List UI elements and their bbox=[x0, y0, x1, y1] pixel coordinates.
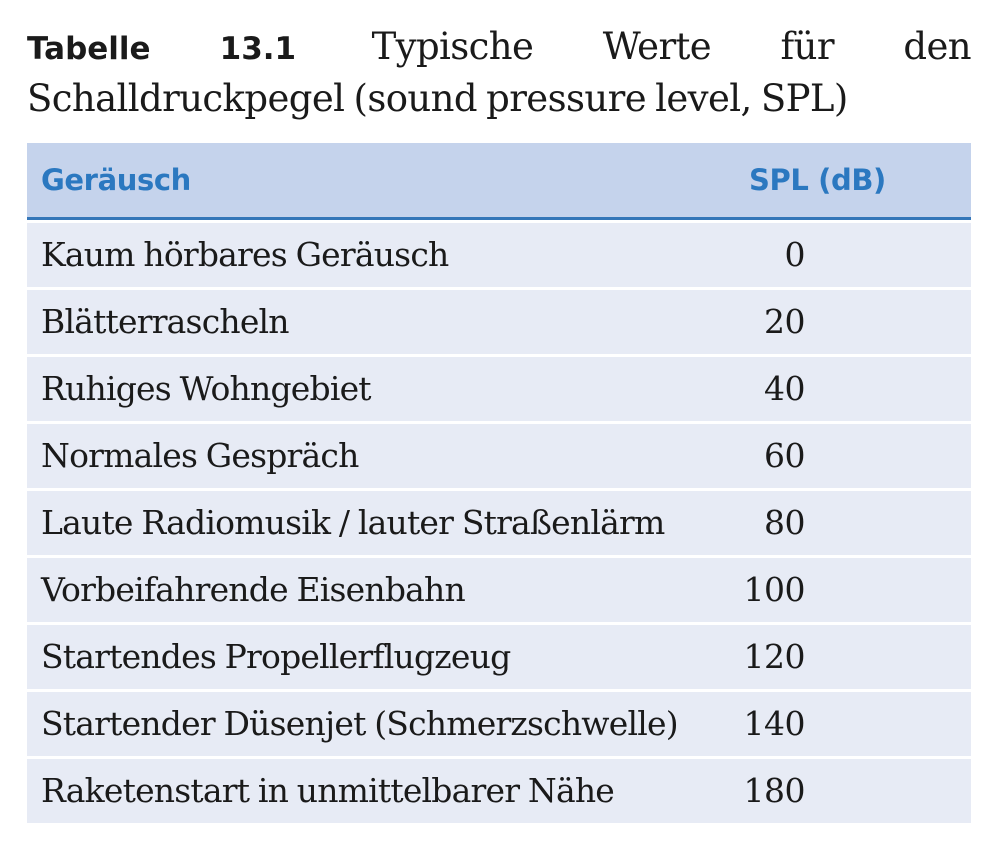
spl-cell: 180 bbox=[743, 771, 805, 810]
table-header bbox=[27, 143, 971, 220]
spl-cell: 20 bbox=[764, 302, 805, 341]
spl-cell: 0 bbox=[784, 235, 805, 274]
table-row bbox=[27, 759, 971, 823]
table-row bbox=[27, 692, 971, 756]
noise-cell: Laute Radiomusik / lauter Straßenlärm bbox=[41, 503, 665, 542]
noise-cell: Startender Düsenjet (Schmerzschwelle) bbox=[41, 704, 678, 743]
spl-cell: 40 bbox=[764, 369, 805, 408]
table-row bbox=[27, 290, 971, 354]
noise-cell: Normales Gespräch bbox=[41, 436, 359, 475]
noise-cell: Kaum hörbares Geräusch bbox=[41, 235, 449, 274]
noise-cell: Raketenstart in unmittelbarer Nähe bbox=[41, 771, 615, 810]
table-row bbox=[27, 357, 971, 421]
spl-table bbox=[27, 143, 971, 823]
spl-cell: 60 bbox=[764, 436, 805, 475]
table-row bbox=[27, 424, 971, 488]
column-header-spl: SPL (dB) bbox=[749, 163, 886, 197]
table-number: Tabelle 13.1 bbox=[27, 31, 297, 67]
spl-cell: 100 bbox=[743, 570, 805, 609]
noise-cell: Blätterrascheln bbox=[41, 302, 289, 341]
spl-cell: 140 bbox=[743, 704, 805, 743]
noise-cell: Ruhiges Wohngebiet bbox=[41, 369, 371, 408]
spl-cell: 120 bbox=[743, 637, 805, 676]
column-header-noise: Geräusch bbox=[41, 163, 191, 197]
spl-cell: 80 bbox=[764, 503, 805, 542]
table-row bbox=[27, 491, 971, 555]
table-row bbox=[27, 558, 971, 622]
table-title: Typische Werte für den Schalldruckpegel (sound pressure level, SPL) bbox=[27, 25, 971, 120]
table-row bbox=[27, 625, 971, 689]
noise-cell: Startendes Propellerflugzeug bbox=[41, 637, 511, 676]
noise-cell: Vorbeifahrende Eisenbahn bbox=[41, 570, 465, 609]
table-row bbox=[27, 223, 971, 287]
table-caption bbox=[27, 22, 971, 124]
